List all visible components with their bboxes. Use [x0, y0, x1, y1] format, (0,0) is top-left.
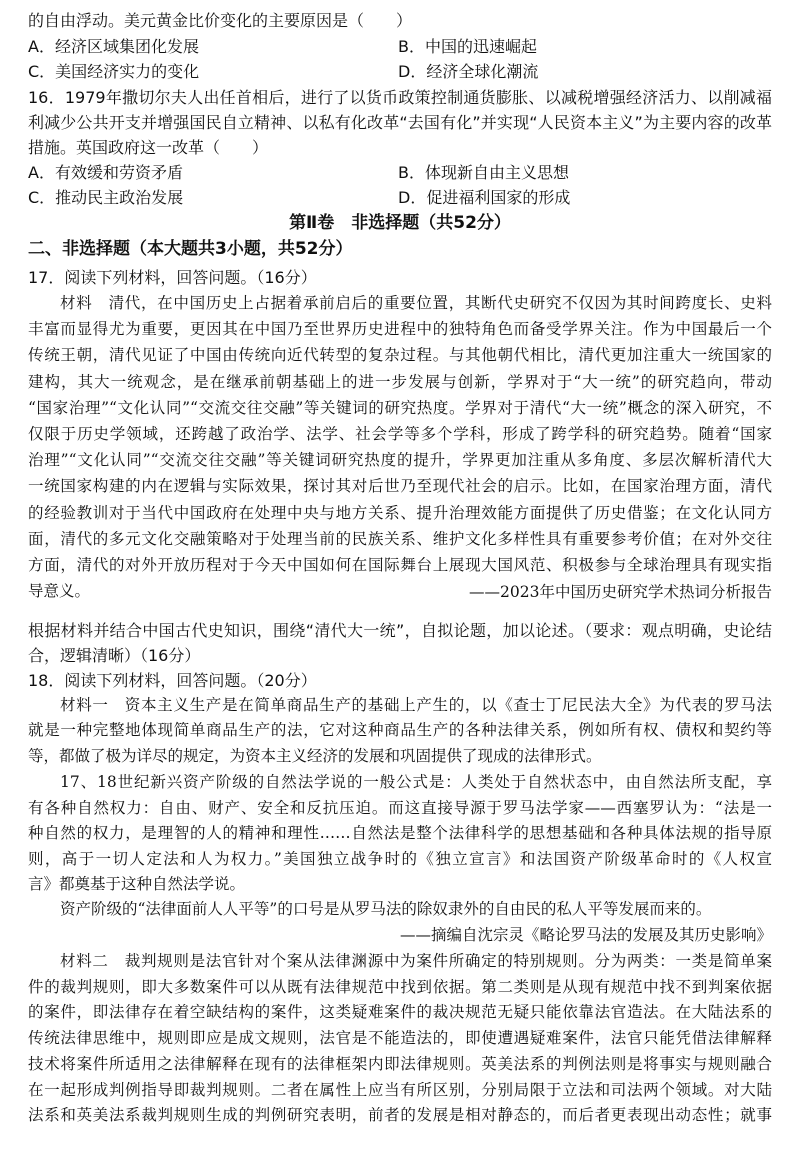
q18-material1-line: 资产阶级的“法律面前人人平等”的口号是从罗马法的除奴隶外的自由民的私人平等发展而来的。	[60, 900, 712, 918]
q16-stem-line: 措施。英国政府这一改革（ ）	[28, 138, 269, 157]
q16-option-a: A．有效缓和劳资矛盾	[28, 163, 183, 182]
q17-material-line: 传统王朝，清代见证了中国由传统向近代转型的复杂过程。与其他朝代相比，清代更加注重大一统国家的	[28, 346, 772, 365]
q17-material-line: 建构，其大一统观念，是在继承前朝基础上的进一步发展与创新，学界对于“大一统”的研究趋向，带动	[28, 372, 772, 391]
q18-material1-line: 等，都做了极为详尽的规定，为资本主义经济的发展和巩固提供了现成的法律形式。	[28, 746, 602, 765]
q16-options-row-2	[28, 185, 772, 210]
q16-stem-line: 16．1979年撒切尔夫人出任首相后，进行了以货币政策控制通货膨胀、以减税增强经济活力、以削减福	[28, 88, 772, 107]
q18-material1-line: 则，高于一切人定法和人为权力。”美国独立战争时的《独立宣言》和法国资产阶级革命时的《人权宣	[28, 849, 772, 868]
q15-options-row-2	[28, 59, 772, 84]
q15-option-d: D．经济全球化潮流	[398, 62, 539, 81]
q15-option-b: B．中国的迅速崛起	[398, 37, 537, 56]
q17-material-line: 导意义。	[28, 582, 91, 601]
part2-title: 第Ⅱ卷 非选择题（共52分）	[289, 213, 511, 233]
q18-material1-line: 材料一 资本主义生产是在简单商品生产的基础上产生的，以《查士丁尼民法大全》为代表的罗马法	[60, 696, 772, 714]
q18-material2-line: 法系和英美法系裁判规则生成的判例研究表明，前者的发展是相对静态的，而后者更表现出动态性；就事	[28, 1106, 772, 1125]
q18-material2-line: 材料二 裁判规则是法官针对个案从法律渊源中为案件所确定的特别规则。分为两类：一类是简单案	[60, 952, 772, 970]
q16-option-b: B．体现新自由主义思想	[398, 163, 569, 182]
q18-material2-line: 的案件，即法律存在着空缺结构的案件，这类疑难案件的裁决规范无疑只能依靠法官造法。在大陆法系的	[28, 1003, 772, 1022]
q17-header: 17．阅读下列材料，回答问题。（16分）	[28, 268, 317, 287]
q18-material1-source: ——摘编自沈宗灵《略论罗马法的发展及其历史影响》	[399, 926, 772, 944]
q15-option-c: C．美国经济实力的变化	[28, 62, 200, 81]
q18-material2-line: 在一起形成判例指导即裁判规则。二者在属性上应当有所区别，分别局限于立法和司法两个领域。对大陆	[28, 1080, 772, 1099]
q17-material-line: 一统国家构建的内在逻辑与实际效果，探讨其对后世乃至现代社会的启示。比如，在国家治理方面，清代	[28, 477, 772, 496]
q16-options-row-1	[28, 160, 772, 185]
q18-header: 18．阅读下列材料，回答问题。（20分）	[28, 671, 317, 690]
q17-source: ——2023年中国历史研究学术热词分析报告	[469, 583, 772, 601]
q15-stem: 的自由浮动。美元黄金比价变化的主要原因是（ ）	[28, 11, 413, 30]
q17-material-line: 的经验教训对于当代中国政府在处理中央与地方关系、提升治理效能方面提供了历史借鉴；在文化认同方	[28, 503, 772, 522]
q18-material2-line: 传统法律思维中，规则即应是成文规则，法官是不能造法的，即使遭遇疑难案件，法官只能凭借法律解释	[28, 1029, 772, 1048]
q15-option-a: A．经济区域集团化发展	[28, 37, 199, 56]
q17-material-line: 方面，清代的对外开放历程对于今天中国如何在国际舞台上展现大国风范、积极参与全球治理具有现实指	[28, 556, 772, 574]
q18-material1-line: 17、18世纪新兴资产阶级的自然法学说的一般公式是：人类处于自然状态中，由自然法所支配，享	[60, 773, 772, 791]
q18-material1-line: 种自然的权力，是理智的人的精神和理性……自然法是整个法律科学的思想基础和各种具体法规的指导原	[28, 824, 772, 842]
q17-material-line: 治理”“文化认同”“交流交往交融”等关键词研究热度的提升，学界更加注重从多角度、多层次解析清代大	[28, 451, 772, 470]
q15-options-row-1	[28, 34, 772, 59]
q17-material-line: 仅限于历史学领域，还跨越了政治学、法学、社会学等多个学科，形成了跨学科的研究趋势。随着“国家	[28, 425, 772, 443]
q16-option-d: D．促进福利国家的形成	[398, 188, 571, 207]
q17-task-line: 根据材料并结合中国古代史知识，围绕“清代大一统”，自拟论题，加以论述。（要求：观点明确，史论结	[28, 621, 772, 640]
q16-option-c: C．推动民主政治发展	[28, 188, 184, 207]
q17-material-line: 材料 清代，在中国历史上占据着承前启后的重要位置，其断代史研究不仅因为其时间跨度长、史料	[60, 294, 772, 312]
q18-material1-line: 就是一种完整地体现简单商品生产的法，它对这种商品生产的各种法律关系，例如所有权、债权和契约等	[28, 721, 772, 740]
q17-material-line: 丰富而显得尤为重要，更因其在中国乃至世界历史进程中的独特角色而备受学界关注。作为中国最后一个	[28, 320, 772, 339]
q17-task-line: 合，逻辑清晰）（16分）	[28, 646, 201, 665]
section-title: 二、非选择题（本大题共3小题，共52分）	[28, 239, 353, 259]
q16-stem-line: 利减少公共开支并增强国民自立精神、以私有化改革“去国有化”并实现“人民资本主义”为主要内容的改革	[28, 113, 772, 132]
q17-material-line: 面，清代的多元文化交融策略对于处理当前的民族关系、维护文化多样性具有重要参考价值；在对外交往	[28, 529, 772, 548]
q18-material2-line: 件的裁判规则，即大多数案件可以从既有法律规范中找到依据。第二类则是从现有规范中找不到判案依据	[28, 977, 772, 996]
q17-material-line: “国家治理”“文化认同”“交流交往交融”等关键词的研究热度。学界对于清代“大一统”概念的深入研究，不	[28, 398, 772, 417]
q18-material2-line: 技术将案件所适用之法律解释在现有的法律框架内即法律规则。英美法系的判例法则是将事实与规则融合	[28, 1054, 772, 1073]
q18-material1-line: 有各种自然权力：自由、财产、安全和反抗压迫。而这直接导源于罗马法学家——西塞罗认为：“法是一	[28, 798, 772, 817]
q18-material1-line: 言》都奠基于这种自然法学说。	[28, 875, 246, 893]
